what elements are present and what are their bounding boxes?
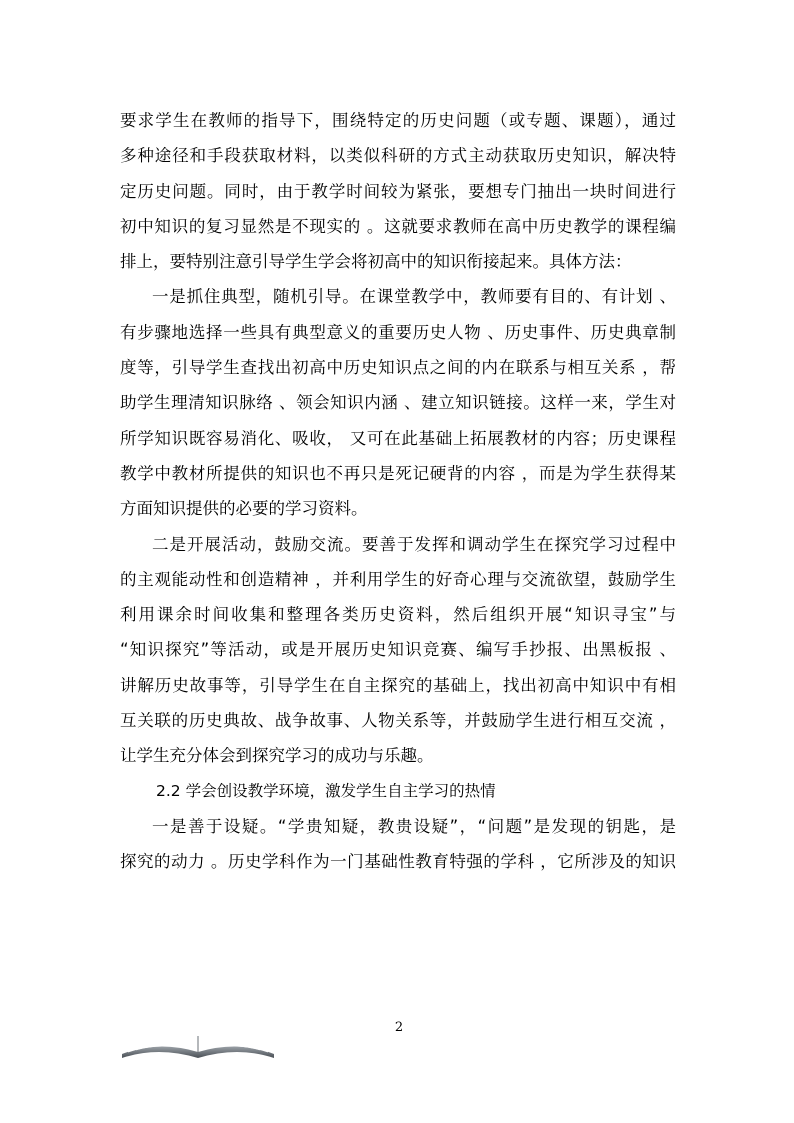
- text-line: 的主观能动性和创造精神 ，并利用学生的好奇心理与交流欲望，鼓励学生: [120, 569, 676, 589]
- page-footer: [0, 1020, 794, 1070]
- text-line: “知识探究”等活动，或是开展历史知识竞赛、编写手抄报、出黑板报 、: [120, 640, 676, 660]
- page-number: 2: [394, 1020, 404, 1035]
- text-line: 有步骤地选择一些具有典型意义的重要历史人物 、历史事件、历史典章制: [120, 322, 676, 342]
- text-line: 一是抓住典型，随机引导。在课堂教学中，教师要有目的、有计划 、: [152, 287, 676, 307]
- text-line: 要求学生在教师的指导下，围绕特定的历史问题（或专题、课题），通过: [120, 111, 676, 130]
- text-line: 让学生充分体会到探究学习的成功与乐趣。: [120, 746, 434, 766]
- text-line: 讲解历史故事等，引导学生在自主探究的基础上，找出初高中知识中有相: [120, 675, 676, 695]
- text-line: 多种途径和手段获取材料，以类似科研的方式主动获取历史知识，解决特: [120, 146, 676, 166]
- section-heading: 2.2 学会创设教学环境，激发学生自主学习的热情: [156, 781, 496, 800]
- body-text: [120, 103, 676, 880]
- text-line: 互关联的历史典故、战争故事、人物关系等，并鼓励学生进行相互交流 ，: [120, 711, 676, 731]
- text-line: 定历史问题。同时，由于教学时间较为紧张，要想专门抽出一块时间进行: [120, 181, 676, 201]
- text-line: 一是善于设疑。“学贵知疑，教贵设疑”，“问题”是发现的钥匙，是: [152, 816, 676, 836]
- text-line: 度等，引导学生查找出初高中历史知识点之间的内在联系与相互关系 ，帮: [120, 358, 676, 378]
- open-book-icon: [118, 1030, 278, 1060]
- text-line: 方面知识提供的必要的学习资料。: [120, 499, 368, 519]
- text-line: 初中知识的复习显然是不现实的 。这就要求教师在高中历史教学的课程编: [120, 216, 676, 236]
- text-line: 探究的动力 。历史学科作为一门基础性教育特强的学科 ，它所涉及的知识: [120, 852, 676, 872]
- text-line: 利用课余时间收集和整理各类历史资料，然后组织开展“知识寻宝”与: [120, 605, 676, 625]
- text-line: 教学中教材所提供的知识也不再只是死记硬背的内容 ，而是为学生获得某: [120, 463, 676, 483]
- text-line: 二是开展活动，鼓励交流。要善于发挥和调动学生在探究学习过程中: [152, 534, 676, 554]
- text-line: 排上，要特别注意引导学生学会将初高中的知识衔接起来。具体方法：: [120, 252, 632, 272]
- text-line: 所学知识既容易消化、吸收， 又可在此基础上拓展教材的内容；历史课程: [120, 428, 676, 448]
- text-line: 助学生理清知识脉络 、领会知识内涵 、建立知识链接。这样一来，学生对: [120, 393, 676, 413]
